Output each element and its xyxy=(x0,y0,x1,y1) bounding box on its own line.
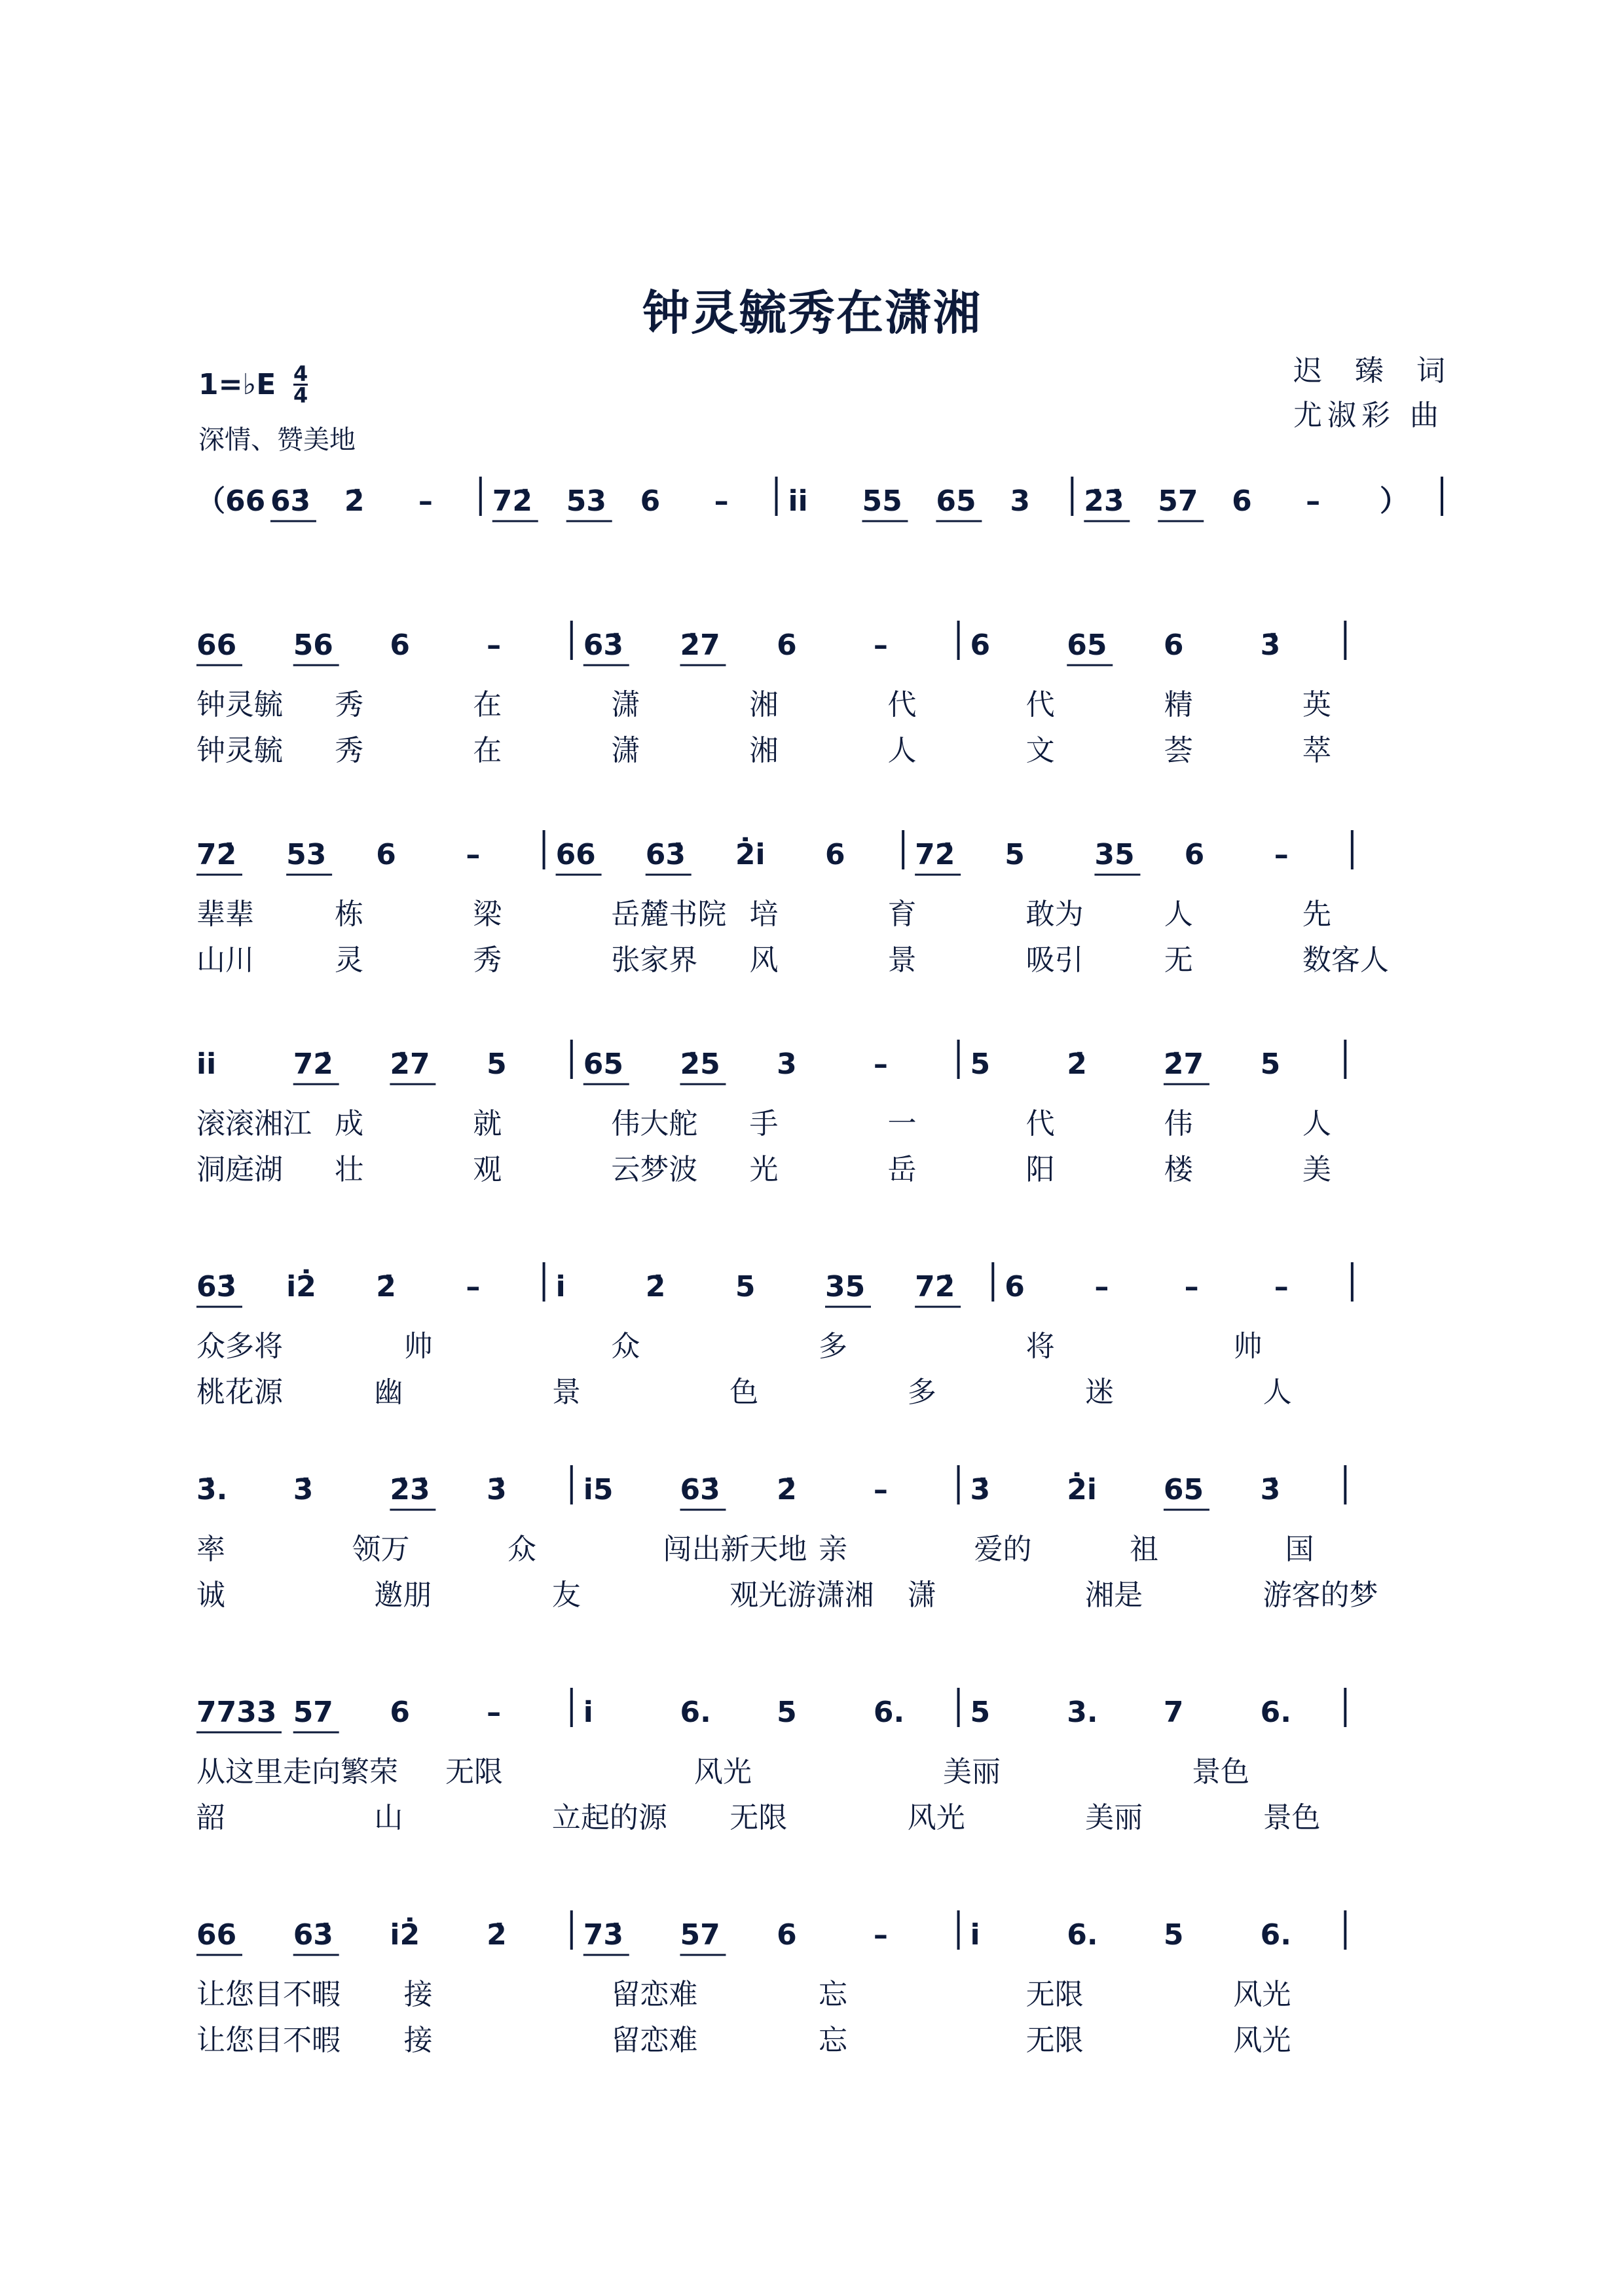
lyric-syllable: 接 xyxy=(403,2024,433,2057)
lyric-syllable: 将 xyxy=(1025,1330,1055,1363)
note-group: 63̇ xyxy=(583,629,624,662)
note-group: 3̇. xyxy=(196,1473,228,1506)
notation-svg xyxy=(183,1257,1467,1322)
notation-row xyxy=(183,1257,1467,1322)
lyric-syllable: 人 xyxy=(1302,1107,1331,1140)
notation-row xyxy=(183,471,1467,537)
lyric-syllable: 无限 xyxy=(729,1801,788,1834)
lyric-syllable: 让您目不暇 xyxy=(196,2024,341,2057)
lyric-syllable: 从这里走向繁荣 xyxy=(196,1755,398,1789)
note-group: 72̇ xyxy=(915,1270,955,1303)
note-group: 72̇ xyxy=(915,838,955,871)
notation-row xyxy=(183,825,1467,890)
notation-row xyxy=(183,1460,1467,1525)
lyric-syllable: 率 xyxy=(196,1533,225,1566)
lyric-syllable: 景 xyxy=(551,1376,581,1409)
lyric-syllable: 伟大舵 xyxy=(611,1107,698,1140)
lyric-syllable: 幽 xyxy=(374,1376,403,1409)
lyric-syllable: 岳 xyxy=(887,1153,917,1186)
lyric-syllable: 无限 xyxy=(1025,1978,1084,2011)
lyric-syllable: 光 xyxy=(749,1153,779,1186)
lyric-syllable: 众 xyxy=(611,1330,640,1363)
lyric-syllable: 帅 xyxy=(403,1330,433,1363)
lyric-syllable: 领万 xyxy=(352,1533,410,1566)
lyric-syllable: 祖 xyxy=(1130,1533,1158,1566)
note-group: 2̇7 xyxy=(1163,1048,1204,1081)
note-group: 6 xyxy=(1184,838,1205,871)
lyric-syllable: 风光 xyxy=(1233,1978,1291,2011)
lyric-syllable: 风光 xyxy=(1233,2024,1291,2057)
lyric-syllable: 代 xyxy=(1025,688,1055,721)
note-group: 56 xyxy=(293,629,333,662)
lyric-syllable: 洞庭湖 xyxy=(196,1153,283,1186)
note-group: – xyxy=(873,1918,888,1952)
note-group: 2̇3̇ xyxy=(390,1473,430,1506)
note-group: 73̇ xyxy=(583,1918,624,1952)
note-group: i̇2̇ xyxy=(286,1270,316,1303)
note-group: 7 xyxy=(1163,1696,1184,1729)
lyric-syllable: 一 xyxy=(887,1107,917,1140)
lyric-syllable: 山川 xyxy=(196,943,254,977)
lyric-syllable: 代 xyxy=(887,688,917,721)
score-system xyxy=(183,471,1467,537)
note-group: 3̇ xyxy=(1260,629,1281,662)
lyric-syllable: 育 xyxy=(887,898,917,931)
note-group: i̇i̇ xyxy=(196,1048,217,1081)
lyric-syllable: 在 xyxy=(473,688,502,721)
note-group: 6 xyxy=(390,629,411,662)
note-group: 65 xyxy=(1067,629,1107,662)
lyric-syllable: 忘 xyxy=(819,1978,847,2011)
lyric-syllable: 风光 xyxy=(694,1755,752,1789)
lyric-syllable: 山 xyxy=(374,1801,403,1834)
note-group: 2̇i̇ xyxy=(735,838,766,871)
note-group: – xyxy=(418,484,433,518)
note-group: 2̇5 xyxy=(680,1048,720,1081)
lyric-syllable: 辈辈 xyxy=(196,898,254,931)
lyric-syllable: 伟 xyxy=(1164,1107,1193,1140)
lyric-syllable: 代 xyxy=(1025,1107,1055,1140)
lyric-syllable: 游客的梦 xyxy=(1263,1578,1378,1612)
note-group: 2̇7 xyxy=(680,629,720,662)
lyric-line xyxy=(183,1322,1467,1368)
note-group: 3̇ xyxy=(970,1473,991,1506)
lyric-syllable: 色 xyxy=(729,1376,759,1409)
lyric-syllable: 云梦波 xyxy=(611,1153,698,1186)
lyric-syllable: 爱的 xyxy=(974,1533,1032,1566)
lyric-syllable: 国 xyxy=(1285,1533,1314,1566)
note-group: – xyxy=(873,1048,888,1081)
note-group: 2̇ xyxy=(487,1918,507,1952)
note-group: 2̇3̇ xyxy=(1084,484,1124,518)
notation-row xyxy=(183,1683,1467,1748)
note-group: 72̇ xyxy=(293,1048,333,1081)
lyric-syllable: 湘是 xyxy=(1085,1578,1143,1612)
notation-svg xyxy=(183,825,1467,890)
note-group: 63̇ xyxy=(293,1918,333,1952)
time-signature xyxy=(293,361,308,408)
lyric-syllable: 潇 xyxy=(611,734,640,767)
lyric-line xyxy=(183,1525,1467,1571)
note-group: 2̇ xyxy=(645,1270,666,1303)
note-group: ） xyxy=(1380,484,1409,518)
notation-row xyxy=(183,1034,1467,1100)
lyric-syllable: 滚滚湘江 xyxy=(196,1107,312,1140)
note-group: 2̇i̇ xyxy=(1067,1473,1097,1506)
note-group: 57 xyxy=(680,1918,720,1952)
lyric-syllable: 英 xyxy=(1302,688,1331,721)
lyric-line xyxy=(183,1748,1467,1794)
note-group: 2̇ xyxy=(1067,1048,1087,1081)
lyric-syllable: 秀 xyxy=(335,734,364,767)
note-group: 5 xyxy=(777,1696,797,1729)
note-group: – xyxy=(487,629,502,662)
lyric-syllable: 桃花源 xyxy=(196,1376,283,1409)
score-system xyxy=(183,1683,1467,1840)
meter-top: 4 xyxy=(293,361,308,386)
lyric-syllable: 多 xyxy=(907,1376,936,1409)
note-group: 66 xyxy=(196,1918,237,1952)
song-title: 钟灵毓秀在潇湘 xyxy=(642,285,982,340)
lyric-line xyxy=(183,1368,1467,1414)
lyric-syllable: 人 xyxy=(1263,1376,1292,1409)
lyric-syllable: 留恋难 xyxy=(611,2024,698,2057)
note-group: 6 xyxy=(1005,1270,1025,1303)
lyric-syllable: 楼 xyxy=(1164,1153,1193,1186)
note-group: i̇5 xyxy=(583,1473,614,1506)
lyric-syllable: 钟灵毓 xyxy=(196,688,283,721)
note-group: 5 xyxy=(735,1270,756,1303)
score-system xyxy=(183,1905,1467,2062)
lyric-syllable: 萃 xyxy=(1302,734,1331,767)
lyric-syllable: 美 xyxy=(1302,1153,1331,1186)
note-group: 3̇ xyxy=(1260,1473,1281,1506)
lyric-syllable: 观光游潇湘 xyxy=(729,1578,874,1612)
lyric-syllable: 秀 xyxy=(473,943,502,977)
note-group: 3 xyxy=(1010,484,1030,518)
lyric-syllable: 美丽 xyxy=(1085,1801,1143,1834)
lyric-line xyxy=(183,890,1467,936)
lyric-syllable: 钟灵毓 xyxy=(196,734,283,767)
lyricist-credit: 迟 臻 词 xyxy=(1293,354,1457,388)
score-system xyxy=(183,1034,1467,1192)
note-group: i̇ xyxy=(555,1270,566,1303)
lyric-syllable: 培 xyxy=(749,898,779,931)
notation-svg xyxy=(183,1034,1467,1100)
note-group: – xyxy=(466,1270,481,1303)
notation-row xyxy=(183,1905,1467,1971)
note-group: i̇2̇ xyxy=(390,1918,420,1952)
note-group: 6 xyxy=(640,484,661,518)
lyric-syllable: 景 xyxy=(887,943,917,977)
note-group: – xyxy=(1274,1270,1289,1303)
note-group: 55 xyxy=(862,484,902,518)
lyric-syllable: 亲 xyxy=(819,1533,847,1566)
lyric-syllable: 多 xyxy=(819,1330,847,1363)
notation-svg xyxy=(183,615,1467,681)
lyric-syllable: 众多将 xyxy=(196,1330,283,1363)
lyric-syllable: 壮 xyxy=(335,1153,364,1186)
lyric-syllable: 观 xyxy=(473,1153,502,1186)
lyric-line xyxy=(183,1971,1467,2016)
lyric-syllable: 迷 xyxy=(1085,1376,1115,1409)
lyric-syllable: 湘 xyxy=(749,734,779,767)
note-group: 2̇ xyxy=(777,1473,797,1506)
notation-row xyxy=(183,615,1467,681)
lyric-syllable: 接 xyxy=(403,1978,433,2011)
note-group: – xyxy=(714,484,729,518)
meter-bottom: 4 xyxy=(293,383,308,408)
lyric-syllable: 栋 xyxy=(335,898,364,931)
note-group: 3 xyxy=(777,1048,797,1081)
note-group: 6. xyxy=(1260,1918,1291,1952)
lyric-syllable: 秀 xyxy=(335,688,364,721)
note-group: 53 xyxy=(566,484,606,518)
lyric-syllable: 让您目不暇 xyxy=(196,1978,341,2011)
lyric-syllable: 敢为 xyxy=(1025,898,1084,931)
lyric-syllable: 张家界 xyxy=(611,943,698,977)
note-group: i̇ xyxy=(583,1696,593,1729)
notation-svg xyxy=(183,1683,1467,1748)
lyric-syllable: 帅 xyxy=(1233,1330,1263,1363)
note-group: 5 xyxy=(970,1696,991,1729)
notation-svg xyxy=(183,1460,1467,1525)
lyric-line xyxy=(183,936,1467,982)
lyric-syllable: 湘 xyxy=(749,688,779,721)
lyric-syllable: 手 xyxy=(749,1107,779,1140)
lyric-syllable: 无限 xyxy=(1025,2024,1084,2057)
note-group: 6. xyxy=(873,1696,905,1729)
note-group: 2̇ xyxy=(376,1270,396,1303)
note-group: 5 xyxy=(1163,1918,1184,1952)
note-group: – xyxy=(466,838,481,871)
note-group: 35 xyxy=(825,1270,866,1303)
note-group: 6 xyxy=(825,838,845,871)
note-group: 65 xyxy=(936,484,976,518)
note-group: 5 xyxy=(1260,1048,1281,1081)
note-group: 65 xyxy=(583,1048,624,1081)
note-group: 7733 xyxy=(196,1696,277,1729)
note-group: – xyxy=(1094,1270,1109,1303)
notation-svg xyxy=(183,1905,1467,1971)
note-group: 5 xyxy=(1005,838,1025,871)
lyric-line xyxy=(183,1146,1467,1192)
lyric-syllable: 人 xyxy=(1164,898,1193,931)
expression-mark: 深情、赞美地 xyxy=(198,425,356,455)
note-group: – xyxy=(873,1473,888,1506)
note-group: 2̇7 xyxy=(390,1048,430,1081)
lyric-syllable: 灵 xyxy=(335,943,364,977)
composer-credit: 尤淑彩 曲 xyxy=(1293,399,1444,432)
note-group: 57 xyxy=(293,1696,333,1729)
note-group: 63̇ xyxy=(270,484,311,518)
lyric-syllable: 潇 xyxy=(907,1578,936,1612)
note-group: 6 xyxy=(970,629,991,662)
note-group: 6. xyxy=(680,1696,711,1729)
note-group: – xyxy=(487,1696,502,1729)
score-system xyxy=(183,1460,1467,1617)
note-group: 5 xyxy=(487,1048,507,1081)
lyric-line xyxy=(183,681,1467,727)
lyric-line xyxy=(183,1100,1467,1146)
lyric-syllable: 韶 xyxy=(196,1801,225,1834)
note-group: 53 xyxy=(286,838,327,871)
lyric-line xyxy=(183,1571,1467,1617)
note-group: 63̇ xyxy=(680,1473,720,1506)
lyric-syllable: 友 xyxy=(551,1578,581,1612)
lyric-syllable: 立起的源 xyxy=(551,1801,667,1834)
lyric-syllable: 景色 xyxy=(1192,1755,1249,1789)
lyric-syllable: 邀朋 xyxy=(374,1578,432,1612)
lyric-syllable: 风光 xyxy=(907,1801,965,1834)
score-system xyxy=(183,615,1467,773)
lyric-syllable: 就 xyxy=(473,1107,502,1140)
lyric-syllable: 数客人 xyxy=(1302,943,1389,977)
lyric-syllable: 留恋难 xyxy=(611,1978,698,2011)
note-group: – xyxy=(1274,838,1289,871)
note-group: 6 xyxy=(390,1696,411,1729)
lyric-syllable: 景色 xyxy=(1263,1801,1321,1834)
lyric-syllable: 文 xyxy=(1025,734,1055,767)
lyric-syllable: 潇 xyxy=(611,688,640,721)
note-group: 3̇ xyxy=(293,1473,314,1506)
lyric-syllable: 无限 xyxy=(445,1755,503,1789)
note-group: 6 xyxy=(777,1918,797,1952)
note-group: 63̇ xyxy=(645,838,686,871)
note-group: （66 xyxy=(196,484,266,518)
note-group: 6. xyxy=(1260,1696,1291,1729)
lyric-syllable: 岳麓书院 xyxy=(611,898,727,931)
note-group: 3̇ xyxy=(487,1473,507,1506)
lyric-line xyxy=(183,727,1467,773)
lyric-syllable: 成 xyxy=(335,1107,364,1140)
lyric-syllable: 先 xyxy=(1302,898,1331,931)
note-group: 66 xyxy=(196,629,237,662)
note-group: 3. xyxy=(1067,1696,1098,1729)
note-group: 63̇ xyxy=(196,1270,237,1303)
lyric-syllable: 忘 xyxy=(819,2024,847,2057)
lyric-syllable: 美丽 xyxy=(943,1755,1001,1789)
note-group: – xyxy=(1184,1270,1199,1303)
note-group: 66 xyxy=(555,838,596,871)
note-group: 72̇ xyxy=(196,838,237,871)
note-group: 6. xyxy=(1067,1918,1098,1952)
lyric-line xyxy=(183,1794,1467,1840)
score-system xyxy=(183,1257,1467,1414)
note-group: – xyxy=(1306,484,1321,518)
note-group: 6 xyxy=(1232,484,1252,518)
note-group: 72̇ xyxy=(492,484,532,518)
lyric-syllable: 众 xyxy=(507,1533,536,1566)
key-signature: 1=♭E xyxy=(198,368,276,401)
lyric-syllable: 精 xyxy=(1164,688,1193,721)
note-group: – xyxy=(873,629,888,662)
lyric-line xyxy=(183,2016,1467,2062)
lyric-syllable: 诚 xyxy=(196,1578,225,1612)
lyric-syllable: 闯出新天地 xyxy=(663,1533,807,1566)
note-group: 6 xyxy=(376,838,396,871)
lyric-syllable: 吸引 xyxy=(1025,943,1084,977)
lyric-syllable: 在 xyxy=(473,734,502,767)
score-system xyxy=(183,825,1467,982)
notation-svg xyxy=(183,471,1467,537)
note-group: 6 xyxy=(1163,629,1184,662)
note-group: 35 xyxy=(1094,838,1135,871)
lyric-syllable: 风 xyxy=(749,943,779,977)
note-group: i̇i̇ xyxy=(788,484,808,518)
note-group: 5 xyxy=(970,1048,991,1081)
lyric-syllable: 阳 xyxy=(1025,1153,1055,1186)
lyric-syllable: 人 xyxy=(887,734,917,767)
note-group: 6 xyxy=(777,629,797,662)
note-group: 57 xyxy=(1158,484,1198,518)
lyric-syllable: 无 xyxy=(1164,943,1193,977)
note-group: 65 xyxy=(1163,1473,1204,1506)
note-group: i̇ xyxy=(970,1918,980,1952)
lyric-syllable: 梁 xyxy=(473,898,502,931)
lyric-syllable: 荟 xyxy=(1164,734,1193,767)
note-group: 2̇ xyxy=(344,484,365,518)
